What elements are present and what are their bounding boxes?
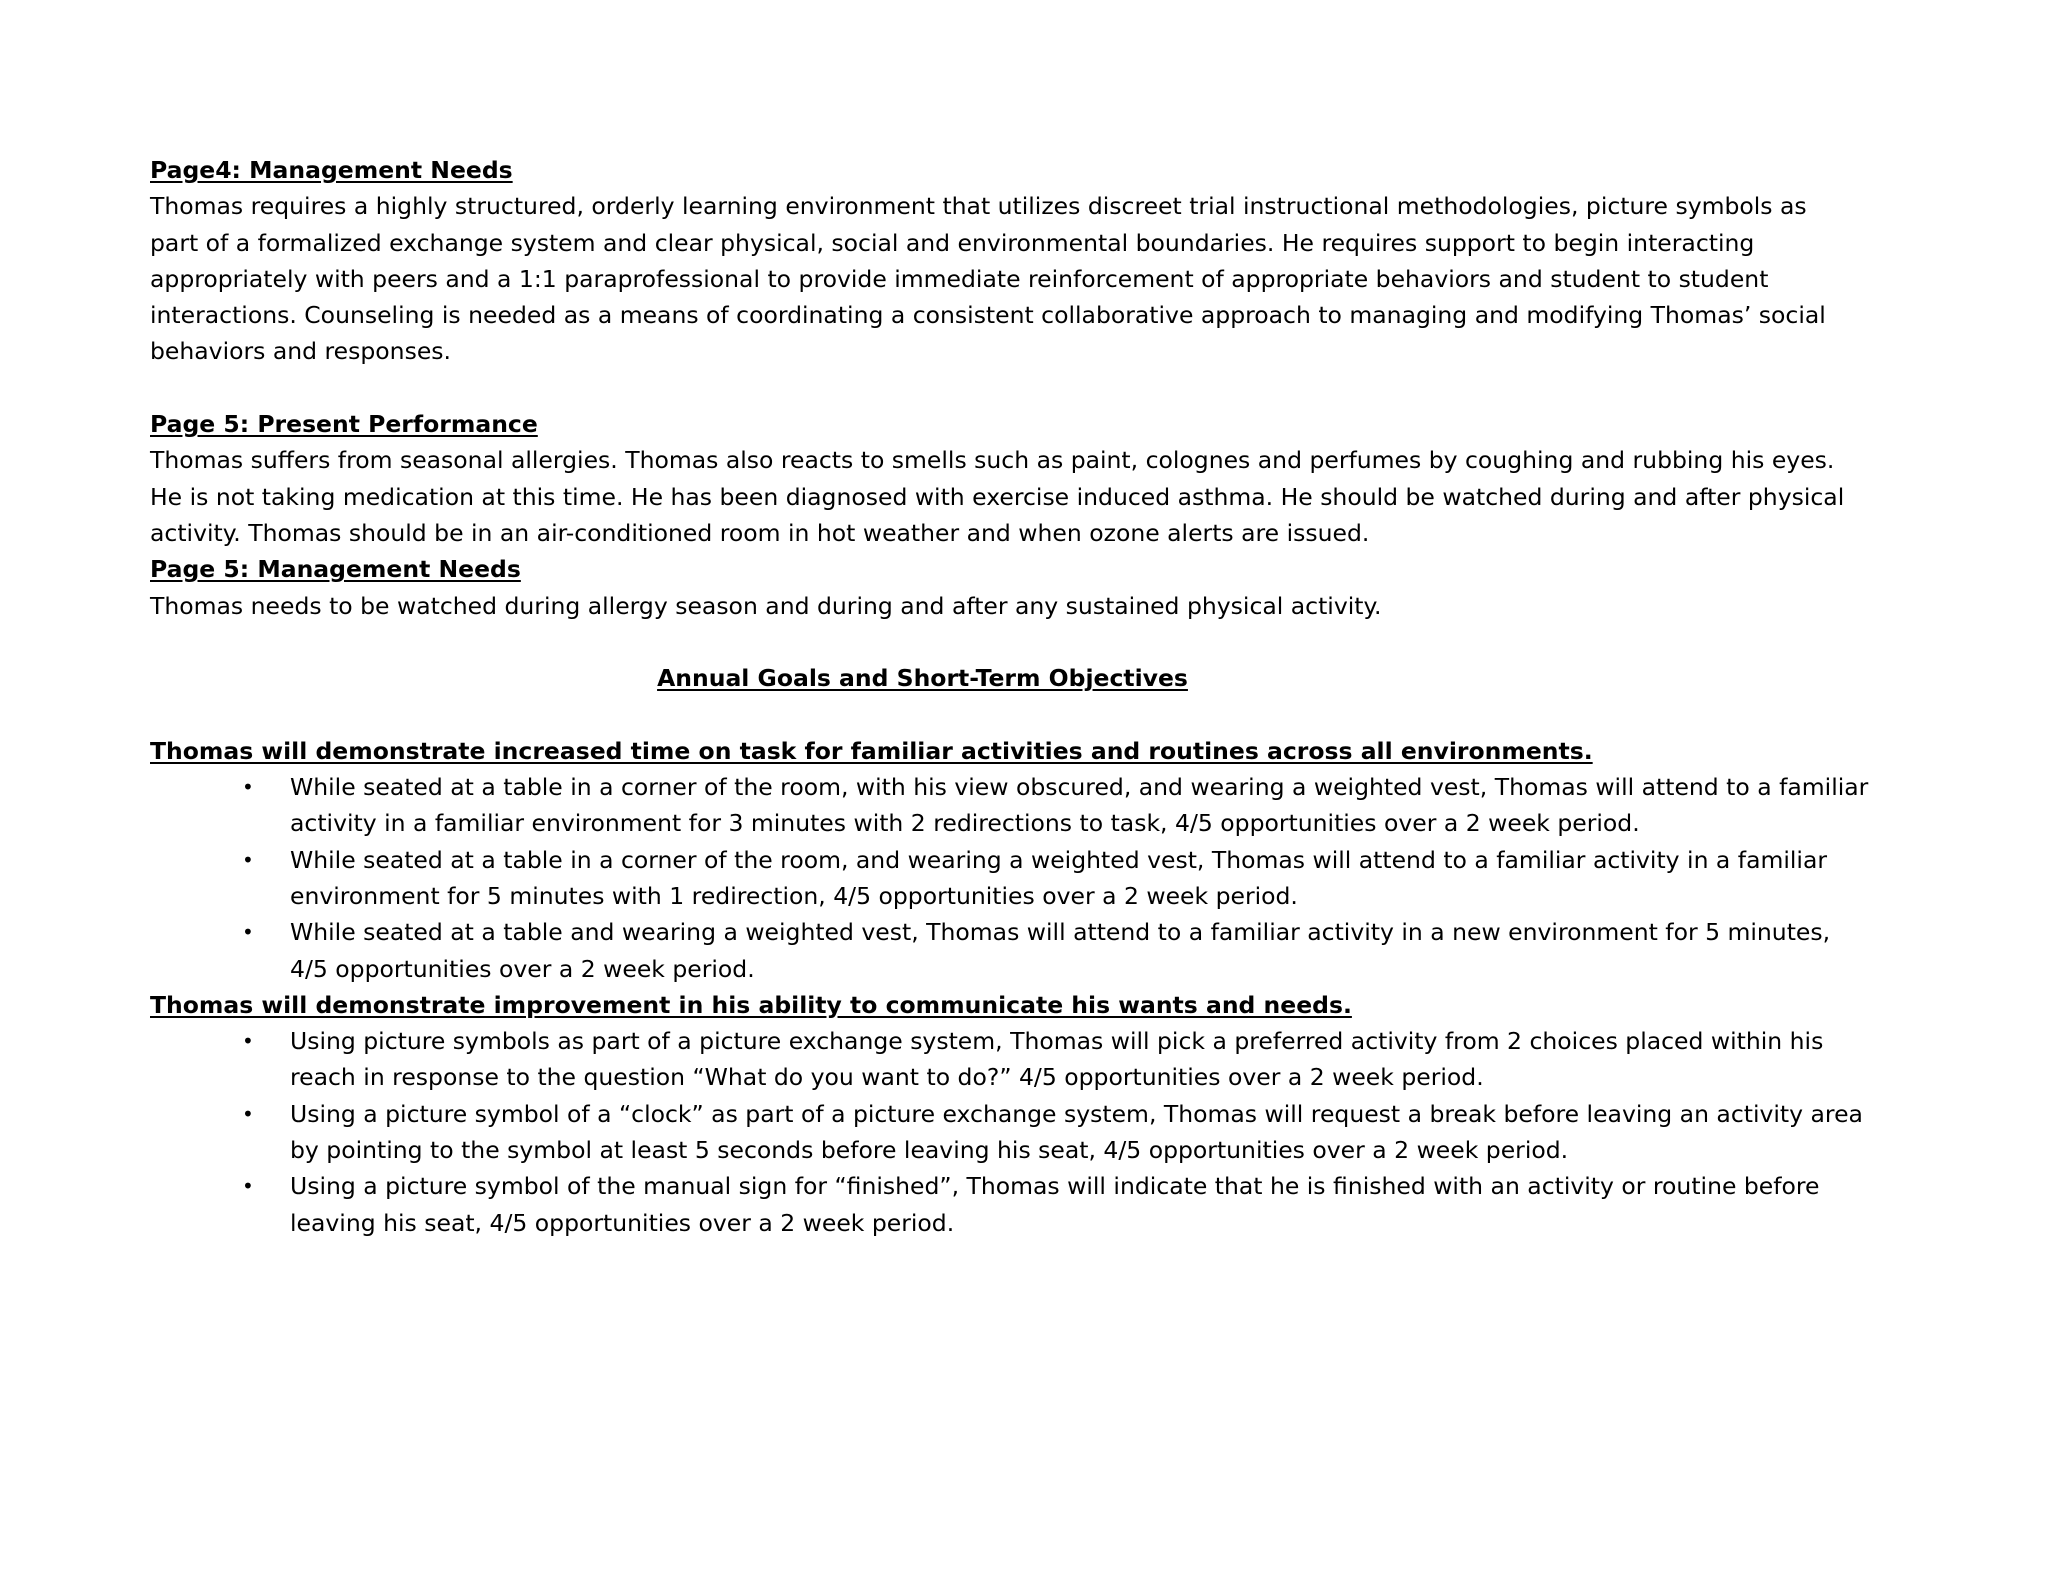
document-page bbox=[150, 152, 1950, 1241]
text-line: leaving his seat, 4/5 opportunities over a 2 week period. bbox=[290, 1208, 955, 1237]
text-line: reach in response to the question “What do you want to do?” 4/5 opportunities over a 2 week period. bbox=[290, 1063, 1484, 1092]
list-item bbox=[150, 842, 2048, 915]
list-item bbox=[150, 769, 2048, 842]
text-line: environment for 5 minutes with 1 redirection, 4/5 opportunities over a 2 week period. bbox=[290, 881, 1298, 910]
list-item bbox=[150, 1096, 2048, 1169]
text-line: Thomas suffers from seasonal allergies. Thomas also reacts to smells such as paint, colognes and perfumes by coughing and rubbing his eyes. bbox=[150, 446, 1835, 475]
text-line: Using picture symbols as part of a picture exchange system, Thomas will pick a preferred activity from 2 choices placed within his bbox=[290, 1027, 1824, 1056]
text-line: Using a picture symbol of the manual sign for “finished”, Thomas will indicate that he is finished with an activity or routine before bbox=[290, 1172, 1820, 1201]
section-heading-page4-management: Page4: Management Needs bbox=[150, 156, 513, 184]
spacer bbox=[150, 624, 1950, 660]
objective-list-goal2 bbox=[150, 1023, 1950, 1241]
paragraph-page5-performance bbox=[150, 442, 1950, 551]
text-line: activity in a familiar environment for 3 minutes with 2 redirections to task, 4/5 opportunities over a 2 week period. bbox=[290, 809, 1640, 838]
bullet-icon: • bbox=[242, 920, 254, 945]
text-line: appropriately with peers and a 1:1 paraprofessional to provide immediate reinforcement of appropriate behaviors and student to student bbox=[150, 264, 1769, 293]
text-line: activity. Thomas should be in an air-conditioned room in hot weather and when ozone alerts are issued. bbox=[150, 518, 1370, 547]
text-line: part of a formalized exchange system and clear physical, social and environmental boundaries. He requires support to begin interacting bbox=[150, 228, 1755, 257]
bullet-icon: • bbox=[242, 1174, 254, 1199]
bullet-icon: • bbox=[242, 1029, 254, 1054]
goal-heading-communication: Thomas will demonstrate improvement in his ability to communicate his wants and needs. bbox=[150, 990, 1352, 1019]
text-line: by pointing to the symbol at least 5 seconds before leaving his seat, 4/5 opportunities over a 2 week period. bbox=[290, 1136, 1569, 1165]
text-line: While seated at a table in a corner of the room, and wearing a weighted vest, Thomas will attend to a familiar activity in a familiar bbox=[290, 845, 1828, 874]
paragraph-page4-management bbox=[150, 188, 1950, 369]
text-line: He is not taking medication at this time. He has been diagnosed with exercise induced asthma. He should be watched during and after physical bbox=[150, 482, 1845, 511]
spacer bbox=[150, 370, 1950, 406]
paragraph-page5-management bbox=[150, 588, 1950, 624]
text-line: 4/5 opportunities over a 2 week period. bbox=[290, 954, 755, 983]
text-line: behaviors and responses. bbox=[150, 337, 451, 366]
spacer bbox=[150, 696, 1950, 732]
list-item bbox=[150, 914, 2048, 987]
text-line: Thomas needs to be watched during allergy season and during and after any sustained physical activity. bbox=[150, 591, 1382, 620]
text-line: Thomas requires a highly structured, orderly learning environment that utilizes discreet trial instructional methodologies, picture symbols as bbox=[150, 192, 1807, 221]
section-heading-page5-performance: Page 5: Present Performance bbox=[150, 410, 538, 439]
bullet-icon: • bbox=[242, 847, 254, 872]
bullet-icon: • bbox=[242, 775, 254, 800]
text-line: While seated at a table and wearing a weighted vest, Thomas will attend to a familiar activity in a new environment for 5 minutes, bbox=[290, 918, 1831, 947]
list-item bbox=[150, 1168, 2048, 1241]
objective-list-goal1 bbox=[150, 769, 1950, 987]
goals-title: Annual Goals and Short-Term Objectives bbox=[657, 664, 1188, 693]
text-line: While seated at a table in a corner of the room, with his view obscured, and wearing a weighted vest, Thomas will attend to a familiar bbox=[290, 773, 1869, 802]
bullet-icon: • bbox=[242, 1101, 254, 1126]
text-line: interactions. Counseling is needed as a means of coordinating a consistent collaborative approach to managing and modifying Thomas’ social bbox=[150, 301, 1826, 330]
goal-heading-time-on-task: Thomas will demonstrate increased time on task for familiar activities and routines across all environments. bbox=[150, 736, 1593, 765]
text-line: Using a picture symbol of a “clock” as part of a picture exchange system, Thomas will request a break before leaving an activity area bbox=[290, 1099, 1863, 1128]
section-heading-page5-management: Page 5: Management Needs bbox=[150, 555, 521, 584]
list-item bbox=[150, 1023, 2048, 1096]
